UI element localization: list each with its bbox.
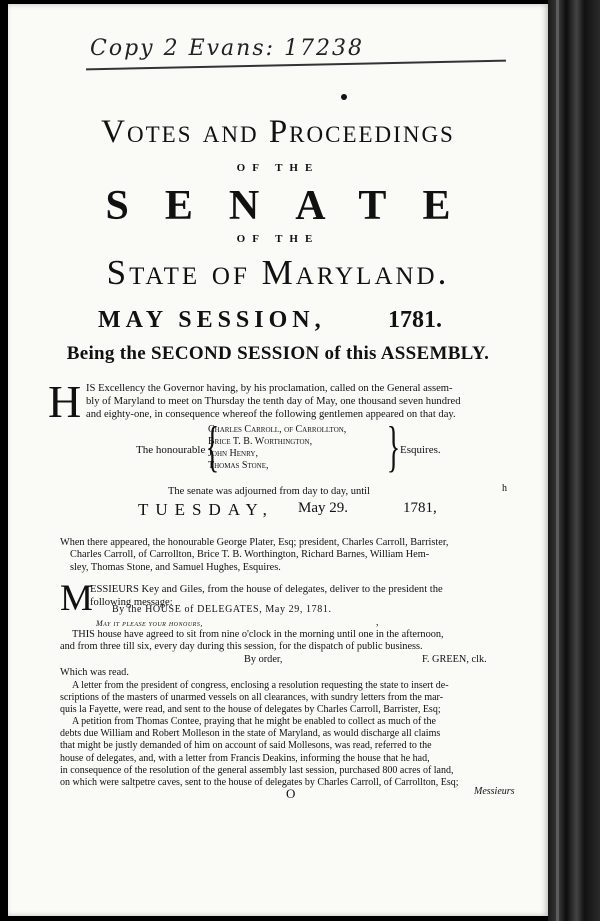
message-heading: By the HOUSE of DELEGATES, May 29, 1781. (112, 604, 332, 615)
handwritten-underline (86, 60, 506, 71)
para5-line: house of delegates, and, with a letter from Francis Deakins, informing the house that he had, (60, 752, 430, 764)
second-session-heading: Being the SECOND SESSION of this ASSEMBLY. (66, 343, 490, 364)
para3-line: following message: (90, 596, 173, 608)
book-spine (548, 0, 600, 921)
ink-dot (341, 94, 347, 100)
para2-line: When there appeared, the honourable George Plater, Esq; president, Charles Carroll, Barrister, (60, 537, 449, 548)
tuesday-day: TUESDAY, (138, 500, 274, 519)
left-brace: { (205, 416, 220, 478)
tuesday-date: May 29. (298, 500, 348, 516)
message-body (60, 629, 520, 654)
para5-line: debts due William and Robert Molleson in the state of Maryland, as would discharge all claims (60, 728, 441, 740)
handwritten-note-text: Copy 2 Evans: 17238 (90, 36, 365, 61)
para4-line: THIS house have agreed to sit from nine o'clock in the morning until one in the afternoon, (72, 629, 444, 640)
signature-mark: O (286, 786, 296, 801)
session-year: 1781. (388, 307, 442, 333)
opening-paragraph (86, 382, 516, 421)
of-the-2: OF THE (236, 233, 320, 245)
para1-line: and eighty-one, in consequence whereof the following gentlemen appeared on that day. (86, 409, 456, 420)
dropcap-m: M (60, 578, 93, 619)
attendance-paragraph (60, 537, 515, 574)
para2-line: sley, Thomas Stone, and Samuel Hughes, Esquires. (70, 561, 281, 573)
member-name: Brice T. B. Worthington, (208, 436, 313, 447)
adjourned-mark: h (502, 483, 507, 494)
by-order: By order, (244, 654, 283, 665)
para5-line: A letter from the president of congress, enclosing a resolution requesting the state to insert de- (72, 680, 449, 691)
catchword: Messieurs (474, 786, 515, 797)
para5-line: A petition from Thomas Contee, praying that he might be enabled to collect as much of the (72, 716, 436, 728)
title-senate: SENATE (105, 183, 487, 229)
adjourned-line: The senate was adjourned from day to day, until (168, 486, 370, 497)
para2-line: Charles Carroll, of Carrollton, Brice T. B. Worthington, Richard Barnes, William Hem- (70, 549, 430, 561)
members-suffix: Esquires. (400, 444, 441, 456)
member-name: John Henry, (208, 448, 258, 459)
para3-line: ESSIEURS Key and Giles, from the house of delegates, deliver to the president the (90, 584, 443, 595)
member-names (205, 416, 347, 478)
which-was-read: Which was read. (60, 667, 129, 678)
para5-line: scriptions of the masters of unarmed vessels on all clearances, with sundry letters from the mar- (60, 692, 444, 704)
spine-edge (556, 0, 559, 921)
title-state-of-maryland: State of Maryland. (106, 253, 450, 292)
right-brace: } (386, 416, 401, 478)
member-name: Thomas Stone, (208, 460, 269, 471)
members-prefix: The honourable (136, 444, 206, 456)
para1-line: bly of Maryland to meet on Thursday the tenth day of May, one thousand seven hundred (86, 396, 461, 407)
para5-line: in consequence of the resolution of the general assembly last session, purchased 800 acres of land, (60, 764, 454, 776)
proceedings-paragraph (60, 680, 520, 789)
document-page (8, 4, 548, 916)
para1-line: IS Excellency the Governor having, by his proclamation, called on the General assem- (86, 383, 453, 394)
clerk-signature: F. GREEN, clk. (422, 654, 487, 665)
para4-line: and from three till six, every day during this session, for the dispatch of public business. (60, 641, 423, 653)
stray-mark: , (376, 617, 379, 628)
para5-line: on which were saltpetre caves, sent to the house of delegates by Charles Carroll, of Carrollton, Esq; (60, 776, 459, 788)
para5-line: quis la Fayette, were read, and sent to the house of delegates by Charles Carroll, Barrister, Esq; (60, 704, 441, 716)
tuesday-year: 1781, (403, 500, 437, 516)
title-votes-and-proceedings: Votes and Proceedings (101, 114, 455, 150)
dropcap-h: H (48, 376, 82, 427)
salutation: May it please your honours, (96, 619, 203, 628)
of-the-1: OF THE (236, 162, 320, 174)
member-name: Charles Carroll, of Carrollton, (208, 424, 347, 435)
handwritten-note (90, 36, 510, 61)
session-label: MAY SESSION, (98, 307, 326, 333)
para5-line: that might be justly demanded of him on account of said Mollesons, was read, referred to the (60, 740, 432, 752)
